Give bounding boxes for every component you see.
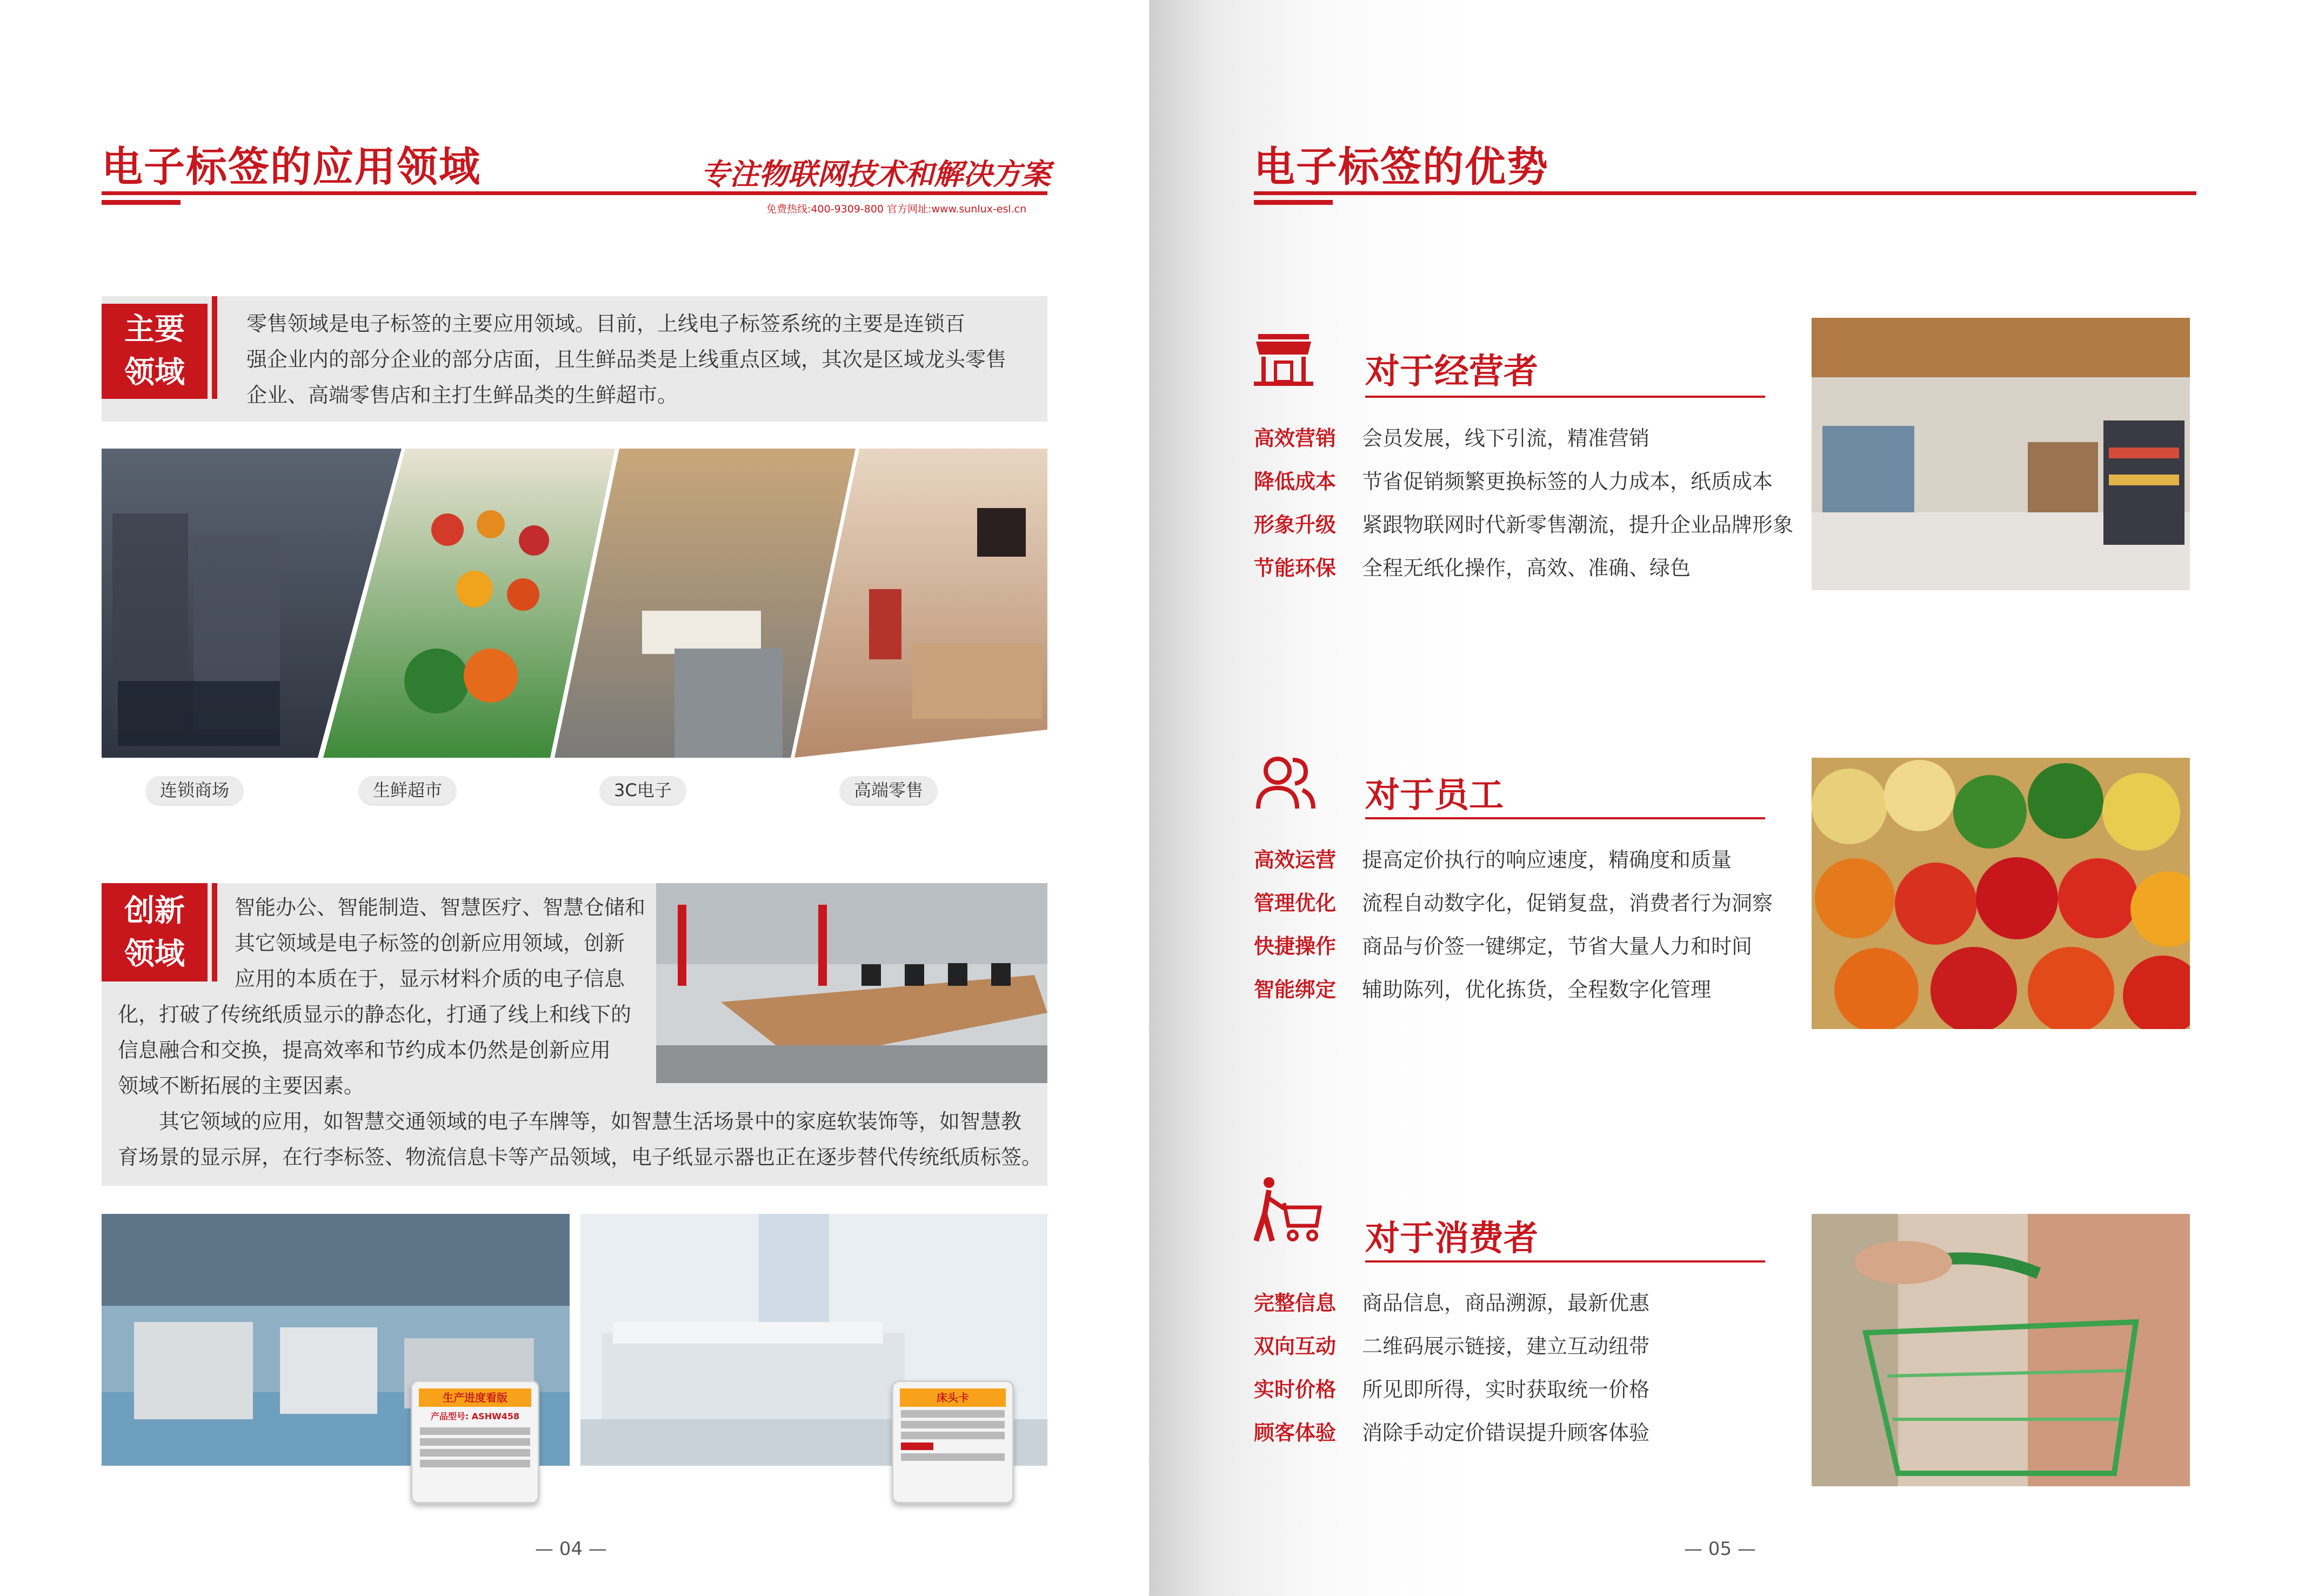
tag-bar	[212, 296, 217, 399]
text-line: 零售领域是电子标签的主要应用领域。目前，上线电子标签系统的主要是连锁百	[246, 312, 966, 336]
tag-line: 主要	[124, 312, 185, 347]
bedside-card-sign	[892, 1380, 1014, 1504]
tag-line: 领域	[124, 355, 185, 390]
title-rule	[1254, 191, 2196, 195]
innovation-text-bottom	[118, 1104, 1047, 1175]
advantage-key: 顾客体验	[1254, 1421, 1337, 1445]
section-rule	[1365, 817, 1765, 819]
advantage-row	[1254, 973, 1711, 1003]
title-rule-accent	[102, 200, 181, 205]
title-rule	[102, 191, 1047, 195]
page-title: 电子标签的应用领域	[102, 143, 481, 191]
innovation-text-middle	[118, 997, 658, 1104]
advantage-key: 节能环保	[1254, 556, 1337, 580]
advantage-value: 商品与价签一键绑定，节省大量人力和时间	[1362, 934, 1753, 958]
section-title-operators: 对于经营者	[1365, 352, 1538, 392]
innovation-text-top	[235, 890, 645, 997]
advantage-row	[1254, 551, 1691, 581]
advantage-value: 所见即所得，实时获取统一价格	[1362, 1378, 1650, 1401]
text-line: 应用的本质在于，显示材料介质的电子信息	[235, 967, 625, 991]
advantage-key: 实时价格	[1254, 1378, 1337, 1401]
text-line: 育场景的显示屏，在行李标签、物流信息卡等产品领域，电子纸显示器也正在逐步替代传统纸质标签。	[118, 1145, 1043, 1169]
advantage-value: 提高定价执行的响应速度，精确度和质量	[1362, 848, 1732, 872]
advantage-value: 流程自动数字化，促销复盘，消费者行为洞察	[1362, 891, 1773, 915]
supermarket-aisle-photo	[1812, 318, 2190, 590]
advantage-key: 管理优化	[1254, 891, 1337, 915]
innovation-domain-tag	[102, 883, 208, 981]
page-title: 电子标签的优势	[1254, 143, 1549, 191]
advantage-row	[1254, 1373, 1649, 1403]
advantage-value: 会员发展，线下引流，精准营销	[1362, 426, 1650, 450]
shopper-cart-icon	[1254, 1176, 1322, 1243]
advantage-row	[1254, 930, 1752, 959]
advantage-value: 紧跟物联网时代新零售潮流，提升企业品牌形象	[1362, 513, 1794, 537]
advantage-key: 双向互动	[1254, 1334, 1337, 1358]
advantage-value: 消除手动定价错误提升顾客体验	[1362, 1421, 1650, 1445]
slogan: 专注物联网技术和解决方案	[700, 157, 1051, 191]
sign-title: 生产进度看版	[419, 1388, 531, 1407]
advantage-key: 智能绑定	[1254, 978, 1337, 1001]
advantage-row	[1254, 1286, 1649, 1316]
text-line: 信息融合和交换，提高效率和节约成本仍然是创新应用	[118, 1038, 611, 1062]
section-title-consumers: 对于消费者	[1365, 1219, 1538, 1259]
tag-line: 领域	[124, 937, 185, 972]
advantage-value: 二维码展示链接，建立互动纽带	[1362, 1334, 1650, 1358]
sign-subtitle: 产品型号: ASHW458	[430, 1411, 520, 1421]
production-board-sign	[411, 1380, 539, 1504]
page-number: — 04 —	[535, 1538, 607, 1560]
retail-scenes-photo	[102, 449, 1047, 758]
bell-peppers-photo	[1812, 758, 2190, 1029]
text-line: 智能办公、智能制造、智慧医疗、智慧仓储和	[235, 896, 646, 919]
section-rule	[1365, 1260, 1765, 1263]
text-line: 领域不断拓展的主要因素。	[118, 1074, 365, 1098]
store-icon	[1254, 331, 1313, 387]
text-line: 其它领域的应用，如智慧交通领域的电子车牌等，如智慧生活场景中的家庭软装饰等，如智慧教	[159, 1110, 1022, 1133]
main-domain-tag	[102, 304, 208, 399]
advantage-row	[1254, 422, 1649, 451]
section-title-staff: 对于员工	[1365, 776, 1504, 816]
advantage-key: 形象升级	[1254, 513, 1337, 537]
text-line: 其它领域是电子标签的创新应用领域，创新	[235, 931, 625, 955]
advantage-row	[1254, 843, 1732, 873]
advantage-row	[1254, 508, 1793, 538]
advantage-key: 快捷操作	[1254, 934, 1337, 958]
meeting-room-photo	[656, 883, 1047, 1083]
title-rule-accent	[1254, 200, 1333, 205]
tag-bar	[212, 883, 217, 981]
advantage-row	[1254, 1416, 1649, 1446]
text-line: 强企业内的部分企业的部分店面，且生鲜品类是上线重点区域，其次是区域龙头零售	[246, 348, 1007, 371]
advantage-value: 节省促销频繁更换标签的人力成本，纸质成本	[1362, 470, 1773, 493]
advantage-row	[1254, 1330, 1649, 1359]
sign-title: 床头卡	[900, 1388, 1006, 1407]
advantage-key: 高效营销	[1254, 426, 1337, 450]
category-chain-mall: 连锁商场	[146, 776, 243, 804]
main-domain-text	[246, 306, 1041, 413]
advantage-value: 全程无纸化操作，高效、准确、绿色	[1362, 556, 1691, 580]
section-rule	[1365, 396, 1765, 398]
category-3c-electronics: 3C电子	[600, 776, 686, 804]
advantage-row	[1254, 886, 1773, 916]
advantage-key: 完整信息	[1254, 1291, 1337, 1315]
text-line: 企业、高端零售店和主打生鲜品类的生鲜超市。	[246, 383, 678, 407]
contact-info: 免费热线:400-9309-800 官方网址:www.sunlux-esl.cn	[766, 203, 1027, 215]
users-icon	[1254, 754, 1317, 811]
right-page	[1149, 0, 2298, 1596]
category-fresh-market: 生鲜超市	[359, 776, 456, 804]
advantage-key: 降低成本	[1254, 470, 1337, 493]
category-luxury-retail: 高端零售	[840, 776, 937, 804]
advantage-value: 商品信息，商品溯源，最新优惠	[1362, 1291, 1650, 1315]
shopping-cart-photo	[1812, 1214, 2190, 1486]
advantage-value: 辅助陈列，优化拣货，全程数字化管理	[1362, 978, 1712, 1001]
advantage-row	[1254, 465, 1773, 495]
text-line: 化，打破了传统纸质显示的静态化，打通了线上和线下的	[118, 1003, 632, 1026]
tag-line: 创新	[124, 893, 185, 929]
advantage-key: 高效运营	[1254, 848, 1337, 872]
page-number: — 05 —	[1684, 1538, 1756, 1560]
